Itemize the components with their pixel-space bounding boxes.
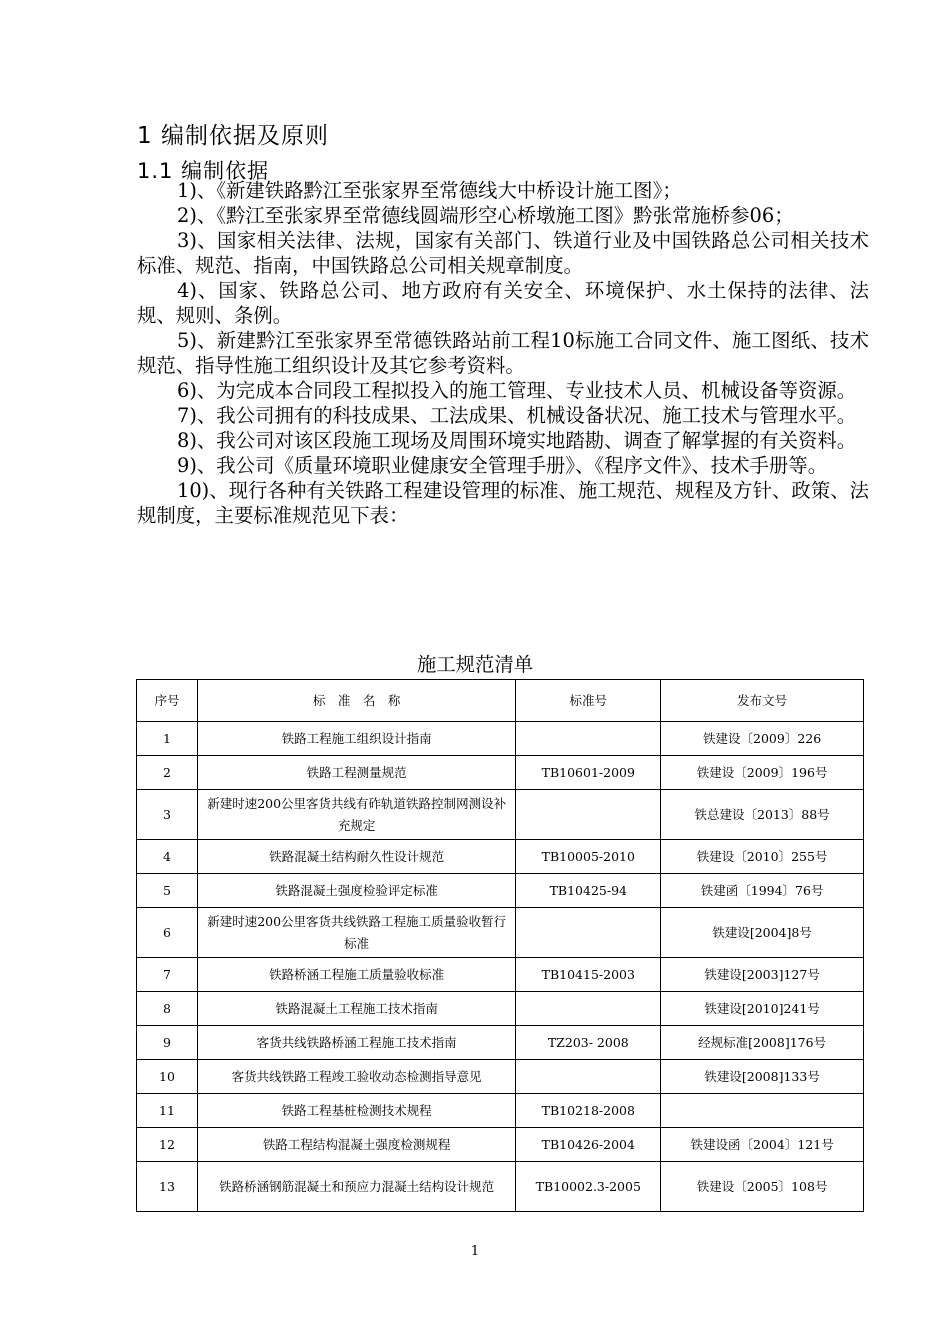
table-row — [137, 958, 864, 992]
cell-code: TB10218-2008 — [516, 1094, 661, 1128]
table-row — [137, 756, 864, 790]
cell-name: 新建时速200公里客货共线铁路工程施工质量验收暂行标准 — [197, 908, 515, 958]
cell-doc-number: 铁建设〔2005〕108号 — [661, 1162, 864, 1212]
cell-name: 铁路桥涵工程施工质量验收标准 — [197, 958, 515, 992]
table-row — [137, 722, 864, 756]
cell-doc-number — [661, 1094, 864, 1128]
paragraph-5: 5)、新建黔江至张家界至常德铁路站前工程10标施工合同文件、施工图纸、技术规范、指导性施工组织设计及其它参考资料。 — [137, 329, 869, 377]
cell-code — [516, 992, 661, 1026]
cell-code — [516, 790, 661, 840]
cell-code: TB10425-94 — [516, 874, 661, 908]
table-caption: 施工规范清单 — [416, 653, 534, 676]
cell-code: TB10415-2003 — [516, 958, 661, 992]
table-row — [137, 1060, 864, 1094]
table-row — [137, 1128, 864, 1162]
paragraph-2: 2)、《黔江至张家界至常德线圆端形空心桥墩施工图》黔张常施桥参06； — [177, 204, 794, 227]
header-name: 标 准 名 称 — [197, 680, 515, 722]
paragraph-1: 1)、《新建铁路黔江至张家界至常德线大中桥设计施工图》； — [177, 179, 682, 202]
table-row — [137, 1026, 864, 1060]
cell-name: 铁路工程结构混凝土强度检测规程 — [197, 1128, 515, 1162]
subsection-heading: 1.1 编制依据 — [137, 159, 270, 183]
paragraph-6: 6)、为完成本合同段工程拟投入的施工管理、专业技术人员、机械设备等资源。 — [177, 379, 857, 402]
paragraph-3: 3)、国家相关法律、法规，国家有关部门、铁道行业及中国铁路总公司相关技术标准、规范、指南，中国铁路总公司相关规章制度。 — [137, 229, 869, 277]
cell-code — [516, 1060, 661, 1094]
cell-name: 铁路工程测量规范 — [197, 756, 515, 790]
cell-name: 新建时速200公里客货共线有砟轨道铁路控制网测设补充规定 — [197, 790, 515, 840]
cell-index: 7 — [137, 958, 198, 992]
page-number: 1 — [470, 1244, 480, 1259]
cell-name: 铁路工程施工组织设计指南 — [197, 722, 515, 756]
paragraph-4: 4)、国家、铁路总公司、地方政府有关安全、环境保护、水土保持的法律、法规、规则、条例。 — [137, 279, 869, 327]
cell-index: 3 — [137, 790, 198, 840]
cell-code — [516, 908, 661, 958]
table-header-row — [137, 680, 864, 722]
cell-name: 客货共线铁路工程竣工验收动态检测指导意见 — [197, 1060, 515, 1094]
cell-index: 10 — [137, 1060, 198, 1094]
cell-doc-number: 铁建函〔1994〕76号 — [661, 874, 864, 908]
cell-index: 9 — [137, 1026, 198, 1060]
paragraph-8: 8)、我公司对该区段施工现场及周围环境实地踏勘、调查了解掌握的有关资料。 — [177, 429, 857, 452]
cell-name: 铁路混凝土工程施工技术指南 — [197, 992, 515, 1026]
cell-index: 11 — [137, 1094, 198, 1128]
table-row — [137, 1162, 864, 1212]
table-row — [137, 1094, 864, 1128]
cell-index: 5 — [137, 874, 198, 908]
cell-name: 铁路桥涵钢筋混凝土和预应力混凝土结构设计规范 — [197, 1162, 515, 1212]
paragraph-10: 10)、现行各种有关铁路工程建设管理的标准、施工规范、规程及方针、政策、法规制度，主要标准规范见下表： — [137, 479, 869, 527]
body-text — [137, 178, 869, 528]
cell-index: 6 — [137, 908, 198, 958]
table-row — [137, 840, 864, 874]
cell-doc-number: 铁建设[2003]127号 — [661, 958, 864, 992]
cell-name: 铁路混凝土结构耐久性设计规范 — [197, 840, 515, 874]
cell-index: 12 — [137, 1128, 198, 1162]
paragraph-9: 9)、我公司《质量环境职业健康安全管理手册》、《程序文件》、技术手册等。 — [177, 454, 828, 477]
cell-index: 8 — [137, 992, 198, 1026]
cell-code: TB10601-2009 — [516, 756, 661, 790]
section-heading: 1 编制依据及原则 — [137, 123, 329, 149]
cell-doc-number: 铁总建设〔2013〕88号 — [661, 790, 864, 840]
cell-index: 4 — [137, 840, 198, 874]
cell-index: 13 — [137, 1162, 198, 1212]
header-index: 序号 — [137, 680, 198, 722]
cell-name: 铁路工程基桩检测技术规程 — [197, 1094, 515, 1128]
table-body — [137, 722, 864, 1212]
cell-code — [516, 722, 661, 756]
cell-doc-number: 铁建设〔2010〕255号 — [661, 840, 864, 874]
cell-name: 铁路混凝土强度检验评定标准 — [197, 874, 515, 908]
cell-name: 客货共线铁路桥涵工程施工技术指南 — [197, 1026, 515, 1060]
cell-doc-number: 铁建设[2010]241号 — [661, 992, 864, 1026]
cell-code: TZ203- 2008 — [516, 1026, 661, 1060]
cell-doc-number: 铁建设[2008]133号 — [661, 1060, 864, 1094]
cell-doc-number: 铁建设[2004]8号 — [661, 908, 864, 958]
cell-doc-number: 铁建设函〔2004〕121号 — [661, 1128, 864, 1162]
cell-index: 1 — [137, 722, 198, 756]
standards-table — [136, 679, 864, 1212]
cell-code: TB10002.3-2005 — [516, 1162, 661, 1212]
cell-code: TB10005-2010 — [516, 840, 661, 874]
cell-code: TB10426-2004 — [516, 1128, 661, 1162]
paragraph-7: 7)、我公司拥有的科技成果、工法成果、机械设备状况、施工技术与管理水平。 — [177, 404, 857, 427]
table-row — [137, 992, 864, 1026]
cell-doc-number: 铁建设〔2009〕196号 — [661, 756, 864, 790]
table-row — [137, 790, 864, 840]
cell-index: 2 — [137, 756, 198, 790]
header-doc-number: 发布文号 — [661, 680, 864, 722]
cell-doc-number: 铁建设〔2009〕226 — [661, 722, 864, 756]
table-row — [137, 874, 864, 908]
table-row — [137, 908, 864, 958]
header-code: 标准号 — [516, 680, 661, 722]
cell-doc-number: 经规标准[2008]176号 — [661, 1026, 864, 1060]
